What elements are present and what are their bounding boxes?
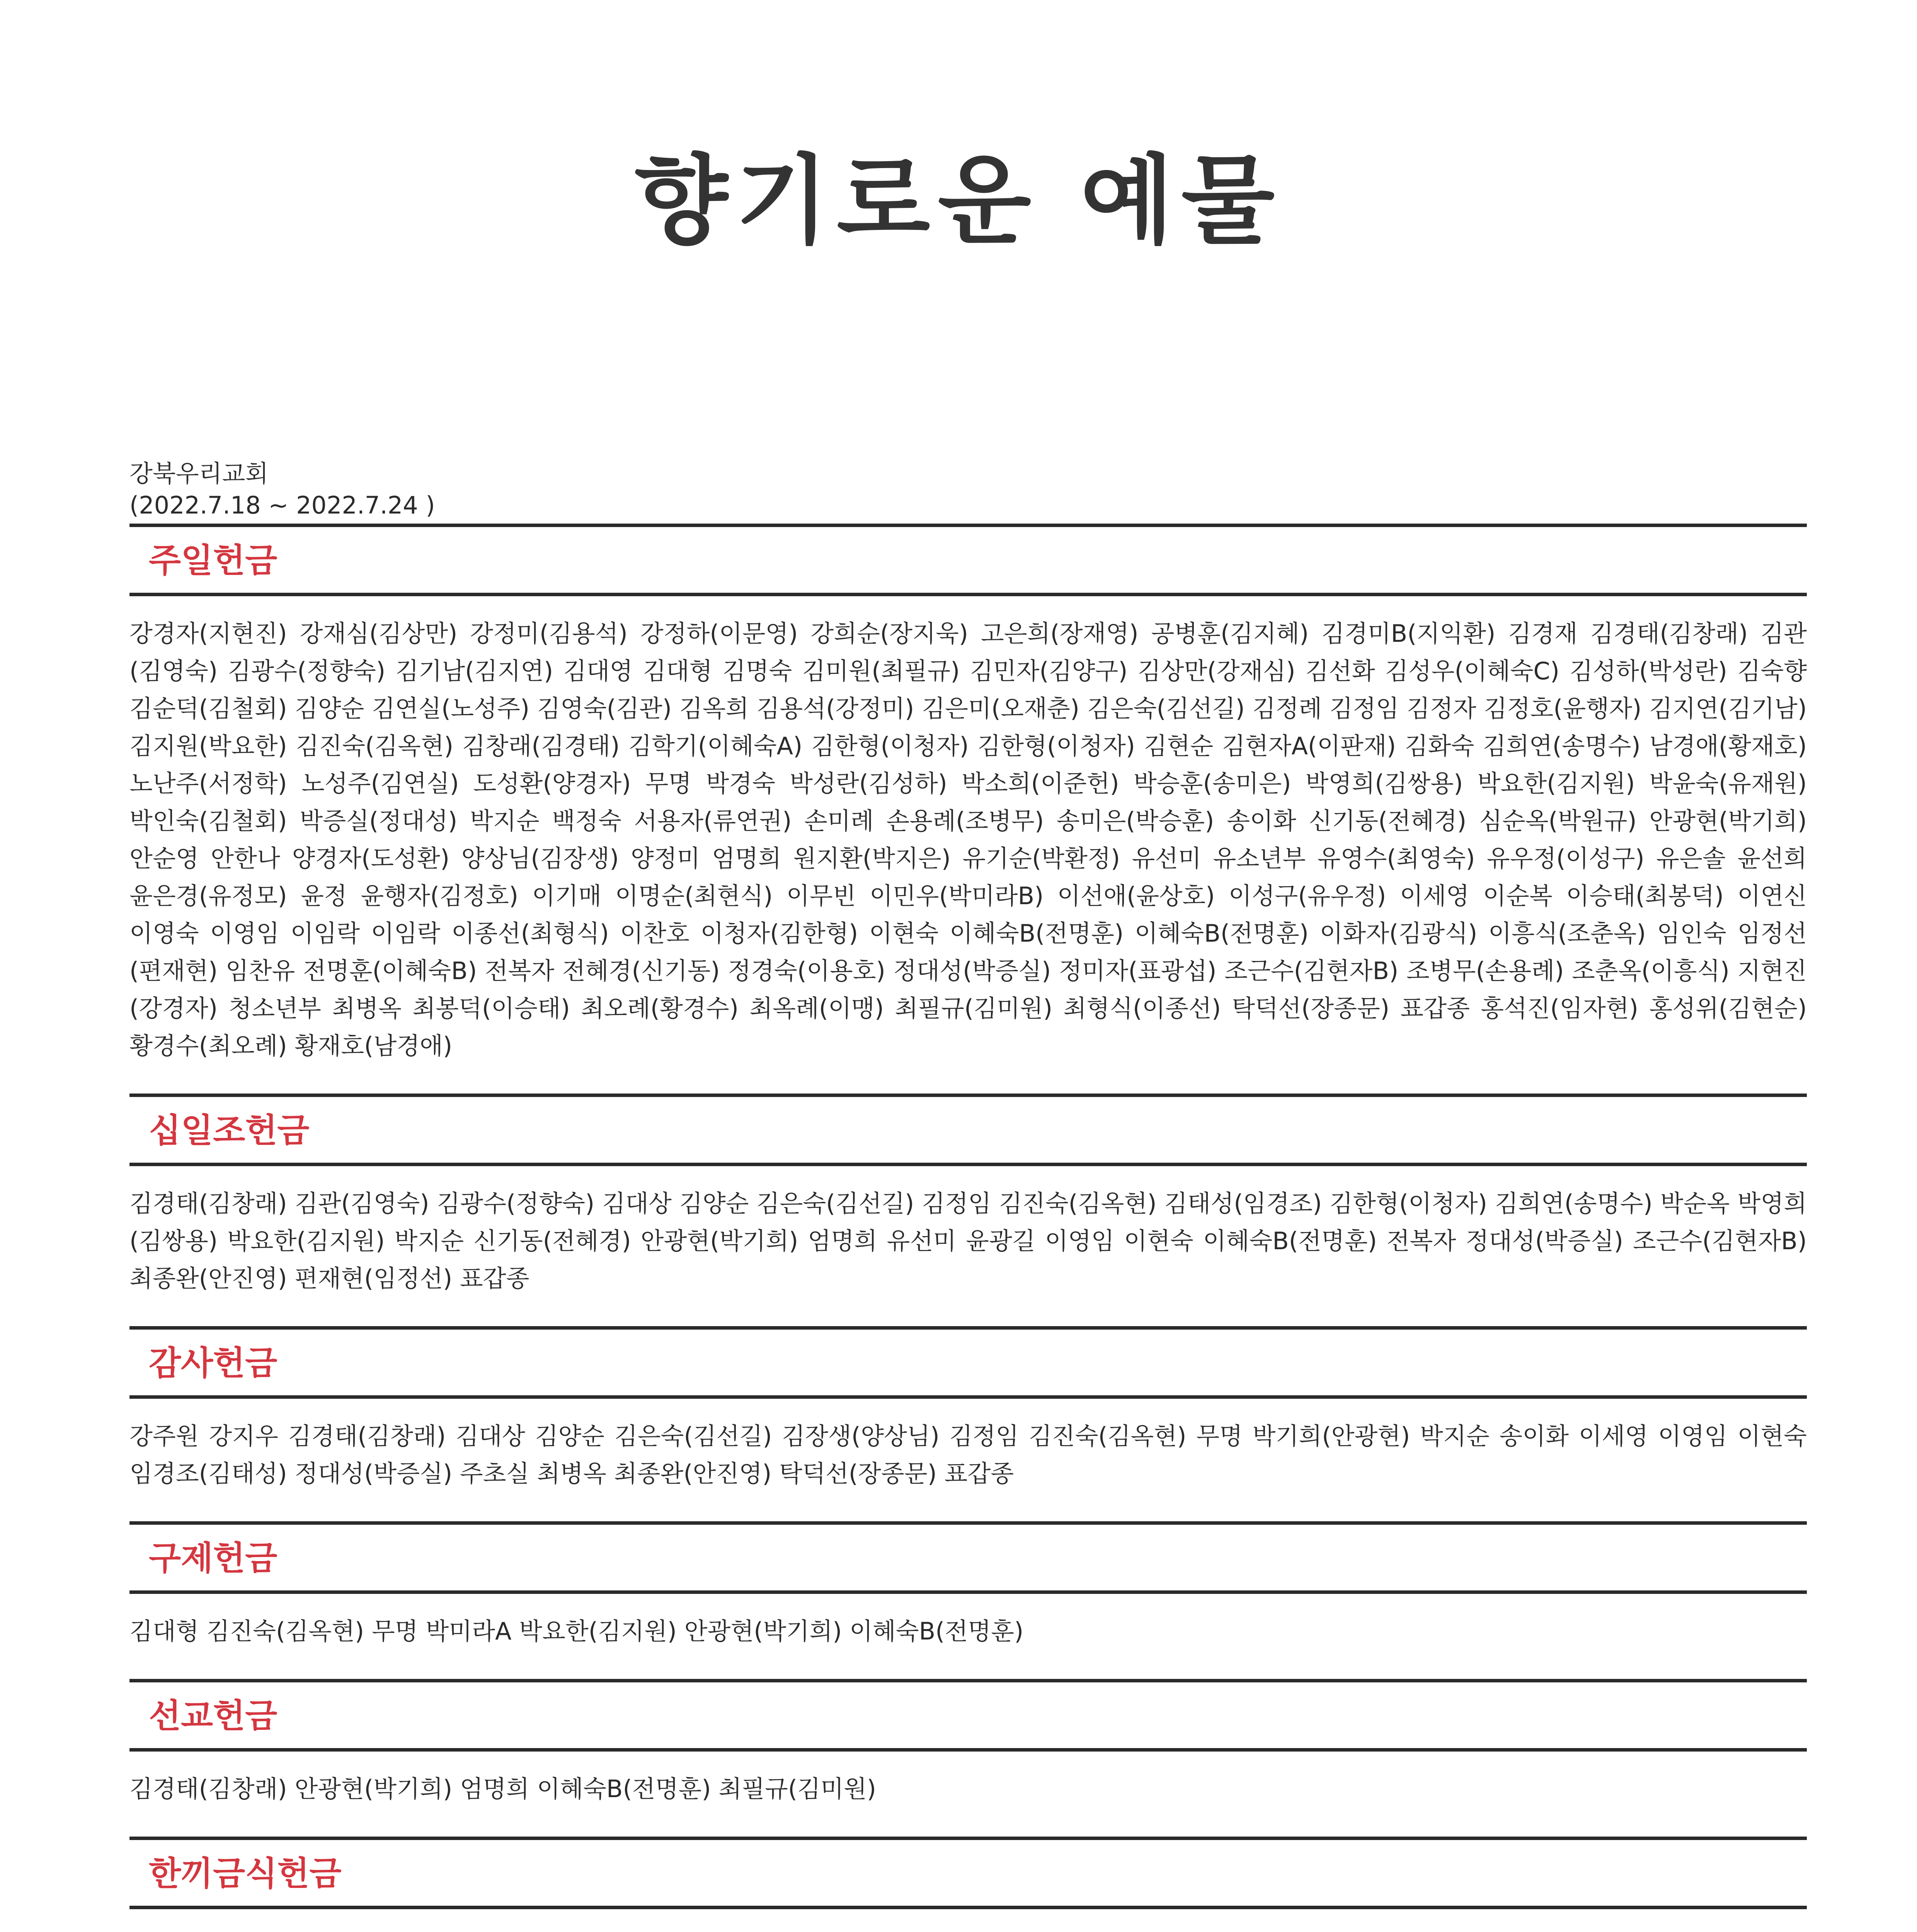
offering-list (129, 524, 1807, 1932)
section-body-relief: 김대형 김진숙(김옥현) 무명 박미라A 박요한(김지원) 안광현(박기희) 이혜숙B(전명훈) (129, 1617, 1024, 1645)
divider (129, 1837, 1807, 1840)
divider (129, 1094, 1807, 1097)
period: (2022.7.18 ~ 2022.7.24 ) (129, 491, 435, 519)
section-heading-tithe: 십일조헌금 (149, 1111, 310, 1150)
divider (129, 593, 1807, 596)
section-heading-relief: 구제헌금 (149, 1539, 278, 1578)
section-heading-sunday: 주일헌금 (149, 541, 278, 580)
section-heading-mission: 선교헌금 (149, 1697, 278, 1735)
divider (129, 1395, 1807, 1399)
section-body-mission: 김경태(김창래) 안광현(박기희) 엄명희 이혜숙B(전명훈) 최필규(김미원) (129, 1775, 876, 1803)
divider (129, 1906, 1807, 1909)
divider (129, 1590, 1807, 1594)
section-body-thanksgiving: 강주원 강지우 김경태(김창래) 김대상 김양순 김은숙(김선길) 김장생(양상님) 김정임 김진숙(김옥현) 무명 박기희(안광현) 박지순 송이화 이세영 이영임 이현숙 임경조(김태성) 정대성(박증실) 주초실 최병옥 최종완(안진영) 탁덕선(장종문) 표갑종 (129, 1422, 1807, 1488)
divider (129, 1326, 1807, 1330)
section-body-sunday: 강경자(지현진) 강재심(김상만) 강정미(김용석) 강정하(이문영) 강희순(장지욱) 고은희(장재영) 공병훈(김지혜) 김경미B(지익환) 김경재 김경태(김창래) 김관(김영숙) 김광수(정향숙) 김기남(김지연) 김대영 김대형 김명숙 김미원(최필규) 김민자(김양구) 김상만(강재심) 김선화 김성우(이혜숙C) 김성하(박성란) 김숙향 김순덕(김철회) 김양순 김연실(노성주) 김영숙(김관) 김옥희 김용석(강정미) 김은미(오재춘) 김은숙(김선길) 김정례 김정임 김정자 김정호(윤행자) 김지연(김기남) 김지원(박요한) 김진숙(김옥현) 김창래(김경태) 김학기(이혜숙A) 김한형(이청자) 김한형(이청자) 김현순 김현자A(이판재) 김화숙 김희연(송명수) 남경애(황재호) 노난주(서정학) 노성주(김연실) 도성환(양경자) 무명 박경숙 박성란(김성하) 박소희(이준헌) 박승훈(송미은) 박영희(김쌍용) 박요한(김지원) 박윤숙(유재원) 박인숙(김철회) 박증실(정대성) 박지순 백정숙 서용자(류연권) 손미례 손용례(조병무) 송미은(박승훈) 송이화 신기동(전혜경) 심순옥(박원규) 안광현(박기희) 안순영 안한나 양경자(도성환) 양상님(김장생) 양정미 엄명희 원지환(박지은) 유기순(박환정) 유선미 유소년부 유영수(최영숙) 유우정(이성구) 유은솔 윤선희 윤은경(유정모) 윤정 윤행자(김정호) 이기매 이명순(최현식) 이무빈 이민우(박미라B) 이선애(윤상호) 이성구(유우정) 이세영 이순복 이승태(최봉덕) 이연신 이영숙 이영임 이임락 이임락 이종선(최형식) 이찬호 이청자(김한형) 이현숙 이혜숙B(전명훈) 이혜숙B(전명훈) 이화자(김광식) 이흥식(조춘옥) 임인숙 임정선(편재현) 임찬유 전명훈(이혜숙B) 전복자 전혜경(신기동) 정경숙(이용호) 정대성(박증실) 정미자(표광섭) 조근수(김현자B) 조병무(손용례) 조춘옥(이흥식) 지현진(강경자) 청소년부 최병옥 최봉덕(이승태) 최오례(황경수) 최옥례(이맹) 최필규(김미원) 최형식(이종선) 탁덕선(장종문) 표갑종 홍석진(임자현) 홍성위(김현순) 황경수(최오례) 황재호(남경애) (129, 619, 1807, 1060)
divider (129, 1521, 1807, 1525)
section-body-tithe: 김경태(김창래) 김관(김영숙) 김광수(정향숙) 김대상 김양순 김은숙(김선길) 김정임 김진숙(김옥현) 김태성(임경조) 김한형(이청자) 김희연(송명수) 박순옥 박영희(김쌍용) 박요한(김지원) 박지순 신기동(전혜경) 안광현(박기희) 엄명희 유선미 윤광길 이영임 이현숙 이혜숙B(전명훈) 전복자 정대성(박증실) 조근수(김현자B) 최종완(안진영) 편재현(임정선) 표갑종 (129, 1189, 1807, 1293)
church-name: 강북우리교회 (129, 459, 269, 488)
divider (129, 1679, 1807, 1682)
section-heading-fasting: 한끼금식헌금 (149, 1854, 342, 1893)
divider (129, 524, 1807, 527)
section-body-fasting (129, 1909, 1807, 1932)
page-title: 향기로운 예물 (634, 145, 1283, 257)
divider (129, 1163, 1807, 1166)
section-heading-thanksgiving: 감사헌금 (149, 1344, 278, 1383)
header-meta (129, 458, 435, 521)
divider (129, 1748, 1807, 1752)
